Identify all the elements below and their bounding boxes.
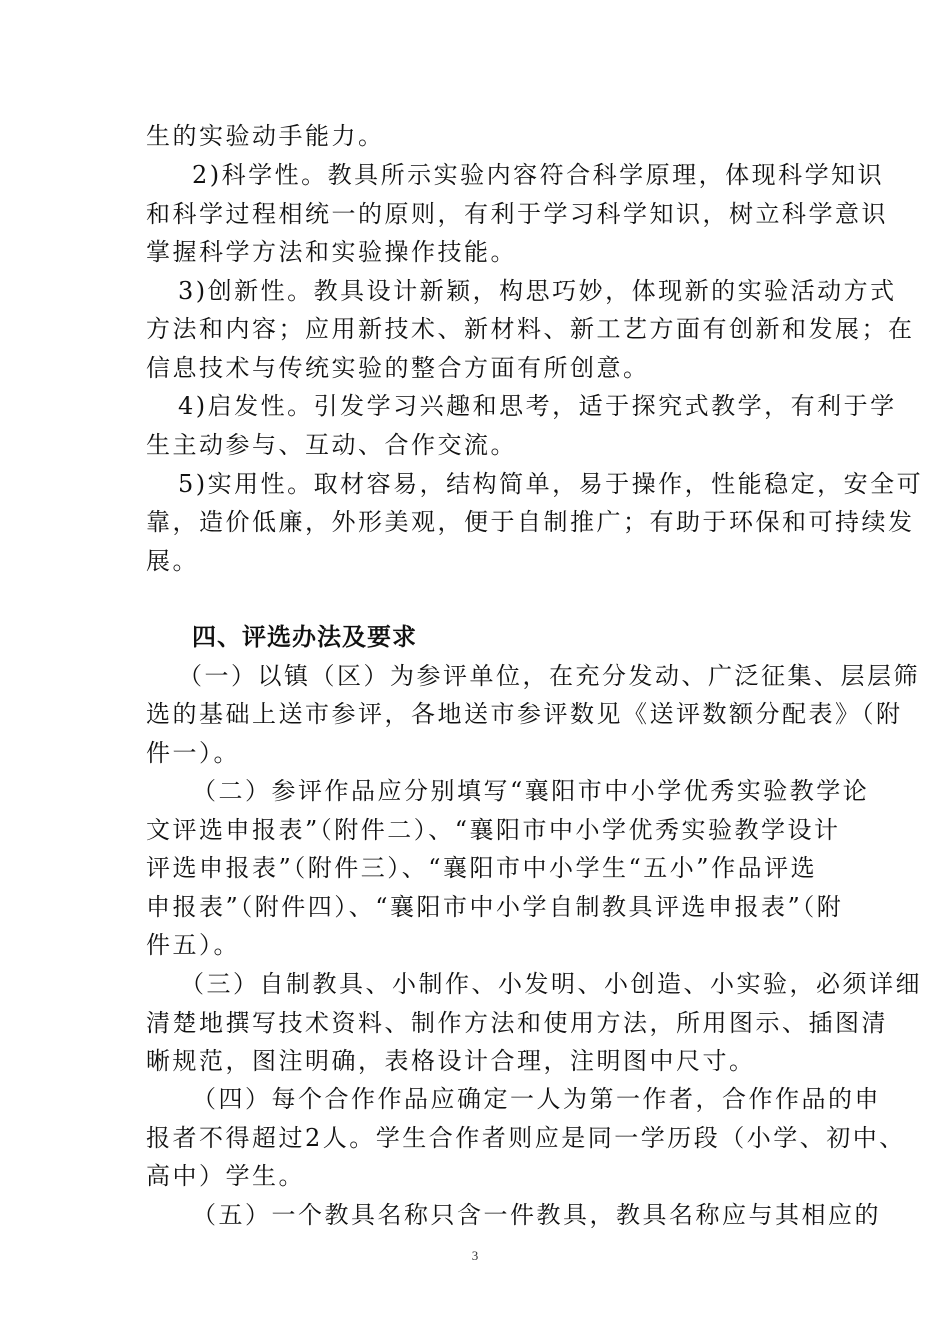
text-line: （二）参评作品应分别填写“襄阳市中小学优秀实验教学论: [192, 777, 870, 805]
text-line: 文评选申报表”（附件二）、“襄阳市中小学优秀实验教学设计: [146, 816, 841, 844]
text-line: 申报表”（附件四）、“襄阳市中小学自制教具评选申报表”（附: [146, 893, 844, 921]
text-line: （一）以镇（区）为参评单位，在充分发动、广泛征集、层层筛: [178, 662, 920, 690]
text-line: 生主动参与、互动、合作交流。: [146, 431, 517, 459]
text-line: 件一）。: [146, 739, 240, 767]
text-line: 方法和内容；应用新技术、新材料、新工艺方面有创新和发展；在: [146, 315, 915, 343]
text-line: 晰规范，图注明确，表格设计合理，注明图中尺寸。: [146, 1047, 756, 1075]
text-line: 展。: [146, 547, 199, 575]
text-line: 5)实用性。取材容易，结构简单，易于操作，性能稳定，安全可: [178, 470, 924, 498]
text-line: 2)科学性。教具所示实验内容符合科学原理，体现科学知识: [192, 161, 885, 189]
section-heading: 四、评选办法及要求: [192, 623, 417, 651]
text-line: 评选申报表”（附件三）、“襄阳市中小学生“五小”作品评选: [146, 854, 818, 882]
text-line: 3)创新性。教具设计新颖，构思巧妙，体现新的实验活动方式: [178, 277, 897, 305]
text-line: 4)启发性。引发学习兴趣和思考，适于探究式教学，有利于学: [178, 392, 897, 420]
text-line: 靠，造价低廉，外形美观，便于自制推广；有助于环保和可持续发: [146, 508, 915, 536]
text-line: 和科学过程相统一的原则，有利于学习科学知识，树立科学意识: [146, 200, 888, 228]
text-line: 信息技术与传统实验的整合方面有所创意。: [146, 354, 650, 382]
text-line: （三）自制教具、小制作、小发明、小创造、小实验，必须详细: [180, 970, 922, 998]
text-line: 高中）学生。: [146, 1162, 305, 1190]
text-line: （五）一个教具名称只含一件教具，教具名称应与其相应的: [192, 1201, 881, 1229]
text-line: 清楚地撰写技术资料、制作方法和使用方法，所用图示、插图清: [146, 1009, 888, 1037]
text-line: 掌握科学方法和实验操作技能。: [146, 238, 517, 266]
text-line: （四）每个合作作品应确定一人为第一作者，合作作品的申: [192, 1085, 881, 1113]
text-line: 选的基础上送市参评，各地送市参评数见《送评数额分配表》（附: [146, 700, 903, 728]
text-line: 报者不得超过2人。学生合作者则应是同一学历段（小学、初中、: [146, 1124, 906, 1152]
text-line: 生的实验动手能力。: [146, 122, 385, 150]
page-number: 3: [471, 1248, 479, 1263]
text-line: 件五）。: [146, 931, 240, 959]
